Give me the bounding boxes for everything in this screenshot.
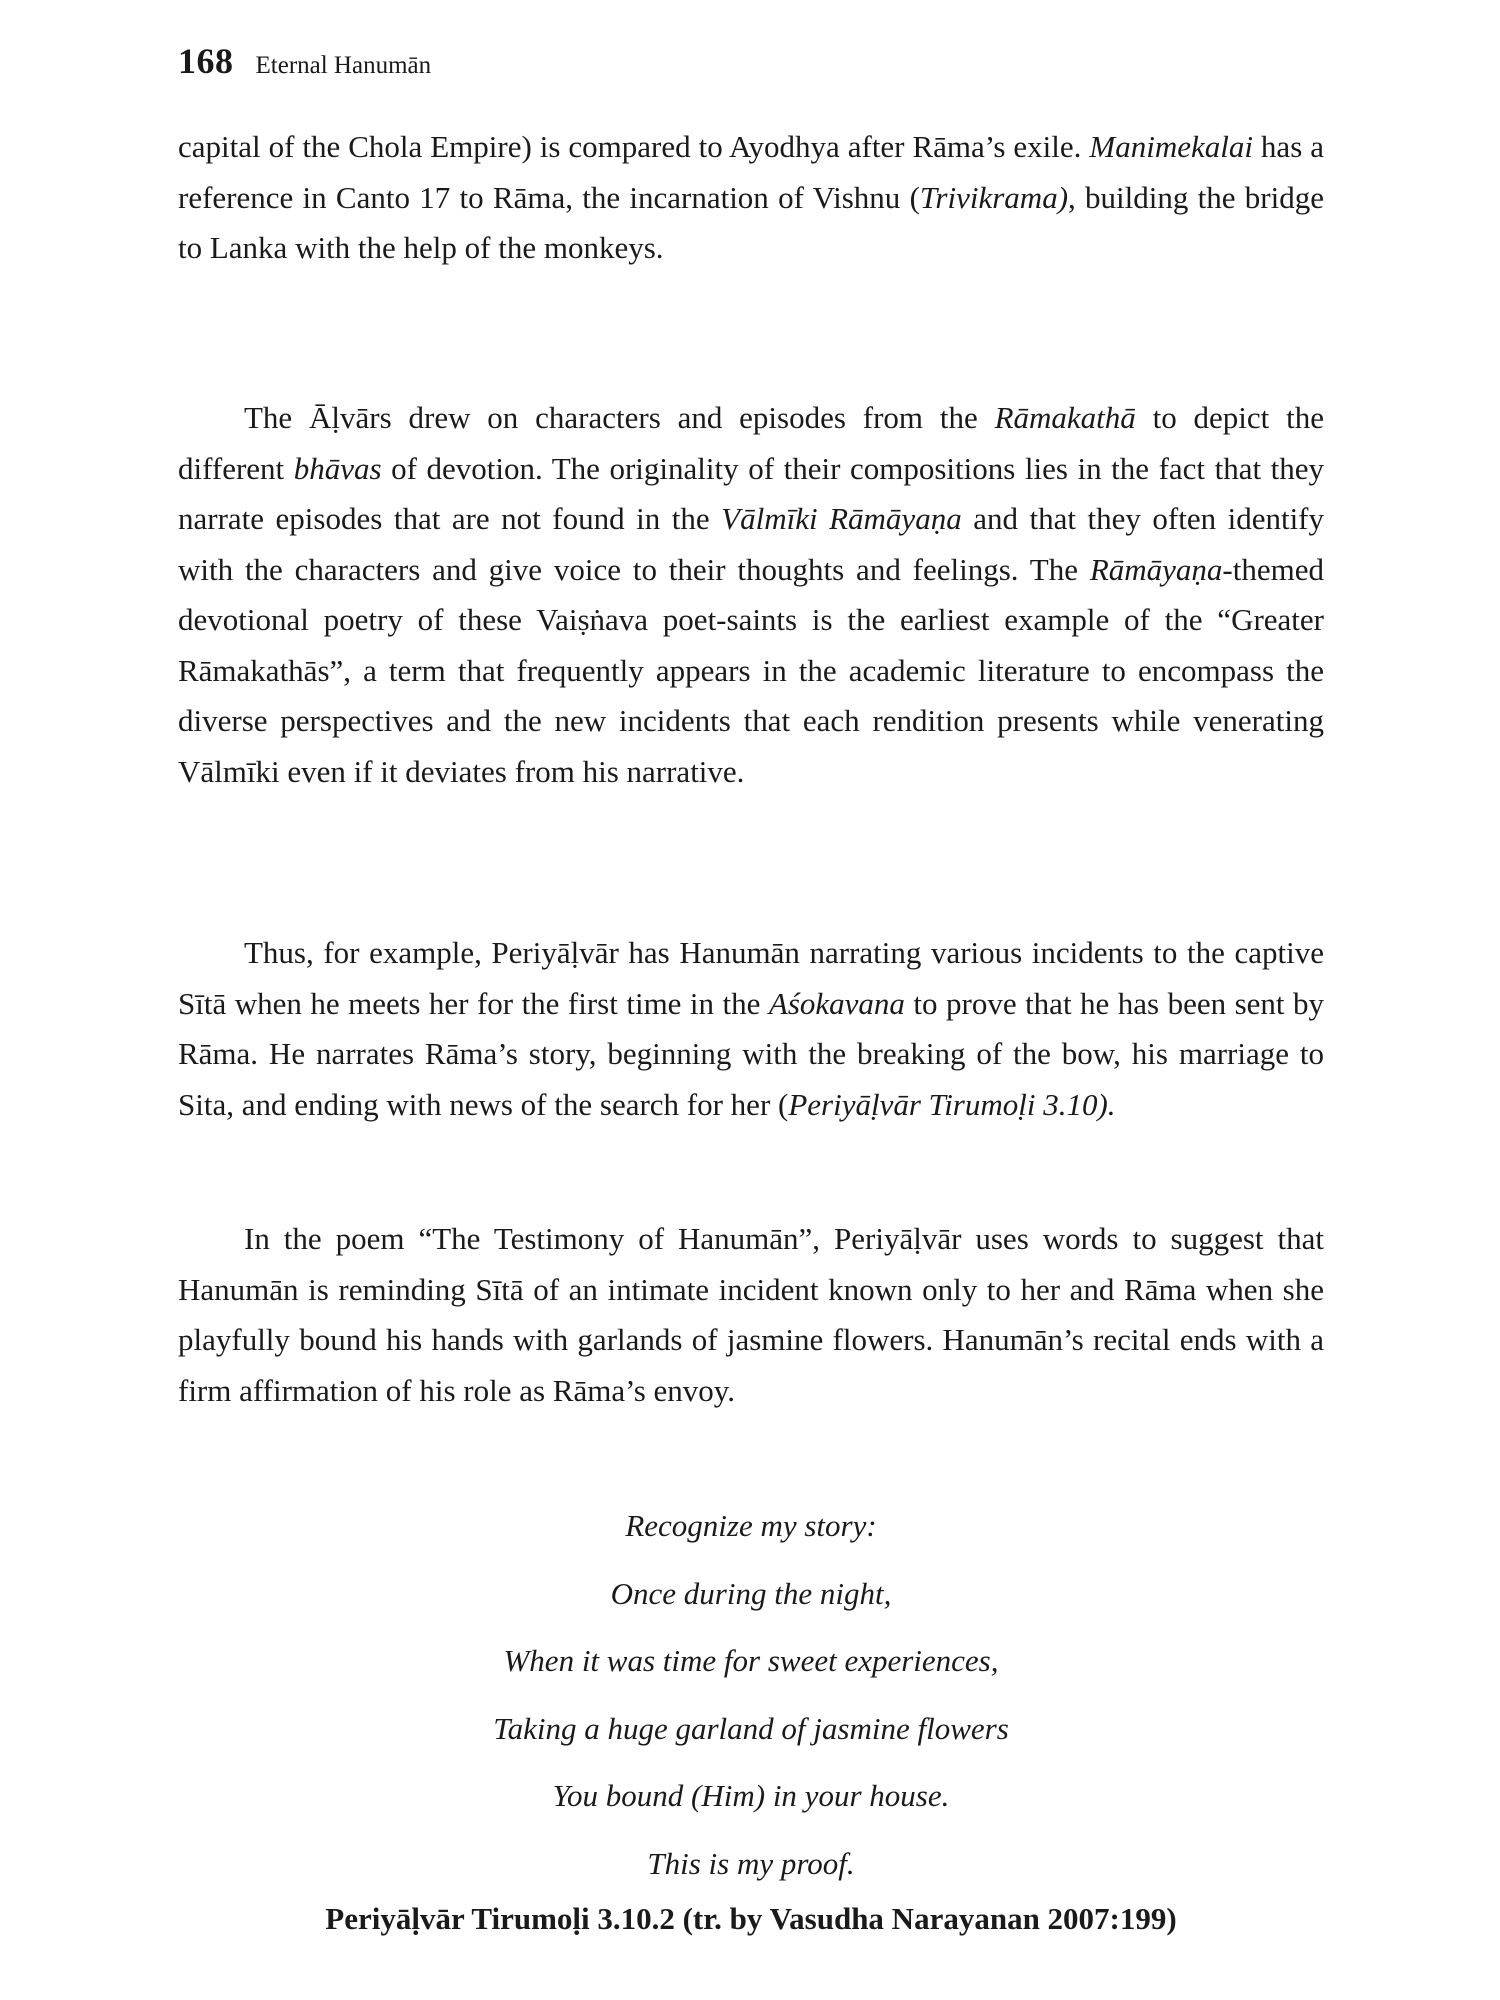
verse-line: When it was time for sweet experiences, (503, 1643, 999, 1678)
paragraph-2-italic-ramayana: Rāmāyaṇa (1089, 551, 1223, 587)
book-title: Eternal Hanumān (255, 52, 432, 79)
paragraph-1-text-c: has a reference in Canto 17 to Rāma, the incarnation of Vishnu ( (178, 129, 1324, 215)
verse-citation: Periyāḷvār Tirumoḷi 3.10.2 (tr. by Vasudha Narayanan 2007:199) (325, 1901, 1177, 1936)
verse-line: Taking a huge garland of jasmine flowers (493, 1710, 1009, 1746)
paragraph-2-text-c: to depict the different (178, 400, 1324, 486)
paragraph-2-italic-ramakatha: Rāmakathā (994, 400, 1136, 435)
verse-line: You bound (Him) in your house. (552, 1778, 950, 1813)
paragraph-2-text-a: The Āḷvārs drew on characters and episodes from the (244, 400, 995, 435)
paragraph-4-text: In the poem “The Testimony of Hanumān”, Periyāḷvār uses words to suggest that Hanumān is reminding Sītā of an intimate incident known only to her and Rāma when she playfully bound his hands with garlands of jasmine flowers. Hanumān’s recital ends with a firm affirmation of his role as Rāma’s envoy. (178, 1221, 1324, 1408)
running-head (178, 40, 431, 82)
paragraph-1 (178, 122, 1324, 274)
verse-block (178, 1492, 1324, 1897)
paragraph-2-text-g: and that they often identify with the characters and give voice to their thoughts and feelings. The (178, 501, 1325, 587)
paragraph-3-italic-asokavana: Aśokavana (768, 985, 905, 1021)
page-number: 168 (178, 41, 234, 81)
paragraph-2-text-i: -themed devotional poetry of these Vaiṣṅava poet-saints is the earliest example of the “Greater Rāmakathās”, a term that frequently appears in the academic literature to encompass the diverse perspectives and the new incidents that each rendition presents while venerating Vālmīki even if it deviates from his narrative. (178, 551, 1324, 789)
verse-line: This is my proof. (647, 1845, 855, 1881)
verse-line: Once during the night, (610, 1575, 892, 1611)
paragraph-1-text-e: , building the bridge to Lanka with the help of the monkeys. (178, 179, 1324, 265)
paragraph-1-italic-trivikrama: Trivikrama) (919, 179, 1069, 215)
paragraph-2 (178, 393, 1324, 797)
paragraph-4 (178, 1214, 1324, 1416)
paragraph-2-text-e: of devotion. The originality of their compositions lies in the fact that they narrate episodes that are not found in the (178, 450, 1324, 536)
paragraph-2-italic-bhavas: bhāvas (293, 450, 382, 486)
verse-line: Recognize my story: (625, 1508, 877, 1543)
paragraph-1-text-a: capital of the Chola Empire) is compared to Ayodhya after Rāma’s exile. (178, 129, 1090, 164)
paragraph-1-italic-manimekalai: Manimekalai (1089, 129, 1253, 164)
paragraph-3-text-a: Thus, for example, Periyāḷvār has Hanumān narrating various incidents to the captive Sītā when he meets her for the first time in the (178, 935, 1324, 1021)
paragraph-3-italic-reference: Periyāḷvār Tirumoḷi 3.10). (788, 1086, 1116, 1122)
paragraph-3-text-c: to prove that he has been sent by Rāma. He narrates Rāma’s story, beginning with the breaking of the bow, his marriage to Sita, and ending with news of the search for her ( (178, 985, 1325, 1122)
paragraph-2-italic-valmiki-ramayana: Vālmīki Rāmāyaṇa (721, 501, 962, 536)
paragraph-3 (178, 928, 1324, 1130)
